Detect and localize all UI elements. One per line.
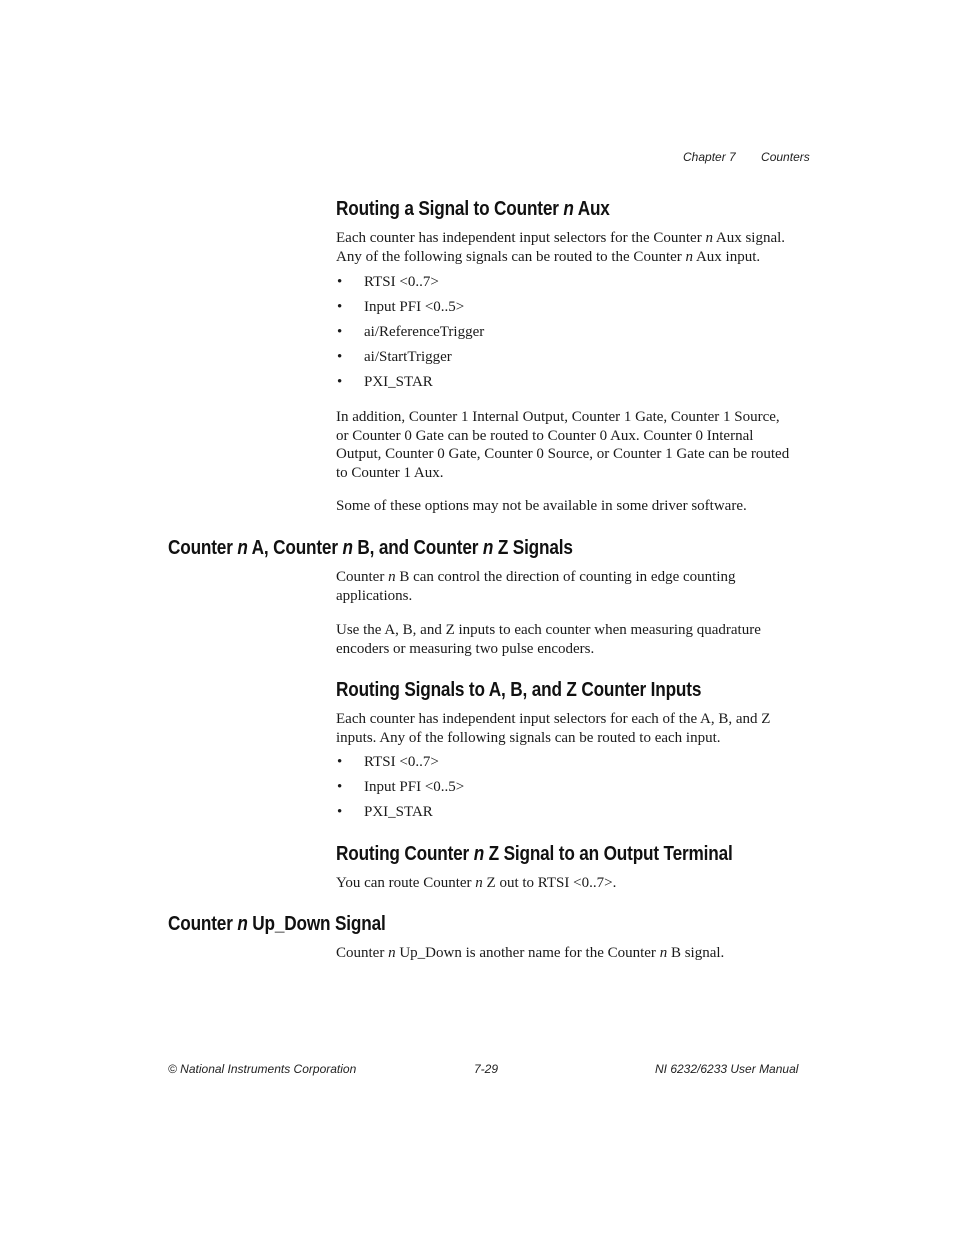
running-header bbox=[683, 150, 810, 164]
bullet: • bbox=[337, 324, 343, 340]
list-item-text: RTSI <0..7> bbox=[364, 274, 439, 290]
bullet: • bbox=[337, 779, 343, 795]
paragraph-up-down: Counter n Up_Down is another name for the Counter n B signal. bbox=[336, 945, 725, 961]
paragraph-aux-addition: In addition, Counter 1 Internal Output, Counter 1 Gate, Counter 1 Source, or Counter 0 Gate can be routed to Counter 0 Aux. Counter 0 Internal Output, Counter 0 Gate, Counter 0 Source, or Counter 1 Gate can be routed to Counter 1 Aux. bbox=[336, 409, 790, 481]
footer-page-number: 7-29 bbox=[474, 1062, 499, 1076]
heading-abz-signals: Counter n A, Counter n B, and Counter n Z Signals bbox=[168, 537, 573, 559]
footer-right: NI 6232/6233 User Manual bbox=[655, 1062, 799, 1076]
heading-routing-z-output: Routing Counter n Z Signal to an Output Terminal bbox=[336, 843, 733, 865]
header-section: Counters bbox=[761, 150, 810, 164]
bullet: • bbox=[337, 274, 343, 290]
list-item-text: PXI_STAR bbox=[364, 374, 433, 390]
header-chapter: Chapter 7 bbox=[683, 150, 736, 164]
paragraph-aux-intro: Each counter has independent input selectors for the Counter n Aux signal. Any of the following signals can be routed to the Counter n Aux input. bbox=[336, 230, 786, 265]
list-item-text: ai/ReferenceTrigger bbox=[364, 324, 485, 340]
bullet: • bbox=[337, 804, 343, 820]
paragraph-direction: Counter n B can control the direction of counting in edge counting applications. bbox=[336, 569, 736, 604]
heading-routing-aux: Routing a Signal to Counter n Aux bbox=[336, 198, 610, 220]
list-item-text: ai/StartTrigger bbox=[364, 349, 452, 365]
paragraph-abz-inputs: Each counter has independent input selectors for each of the A, B, and Z inputs. Any of the following signals can be routed to each input. bbox=[336, 711, 771, 746]
paragraph-aux-note: Some of these options may not be available in some driver software. bbox=[336, 498, 747, 514]
footer-left: © National Instruments Corporation bbox=[168, 1062, 357, 1076]
list-item-text: RTSI <0..7> bbox=[364, 754, 439, 770]
heading-up-down: Counter n Up_Down Signal bbox=[168, 913, 386, 935]
list-item-text: Input PFI <0..5> bbox=[364, 779, 465, 795]
list-item-text: PXI_STAR bbox=[364, 804, 433, 820]
bullet: • bbox=[337, 374, 343, 390]
bullet: • bbox=[337, 349, 343, 365]
heading-routing-abz-inputs: Routing Signals to A, B, and Z Counter Inputs bbox=[336, 679, 702, 701]
paragraph-z-output: You can route Counter n Z out to RTSI <0..7>. bbox=[336, 875, 617, 891]
list-item-text: Input PFI <0..5> bbox=[364, 299, 465, 315]
paragraph-quadrature: Use the A, B, and Z inputs to each counter when measuring quadrature encoders or measuring two pulse encoders. bbox=[336, 622, 761, 657]
bullet: • bbox=[337, 299, 343, 315]
bullet: • bbox=[337, 754, 343, 770]
